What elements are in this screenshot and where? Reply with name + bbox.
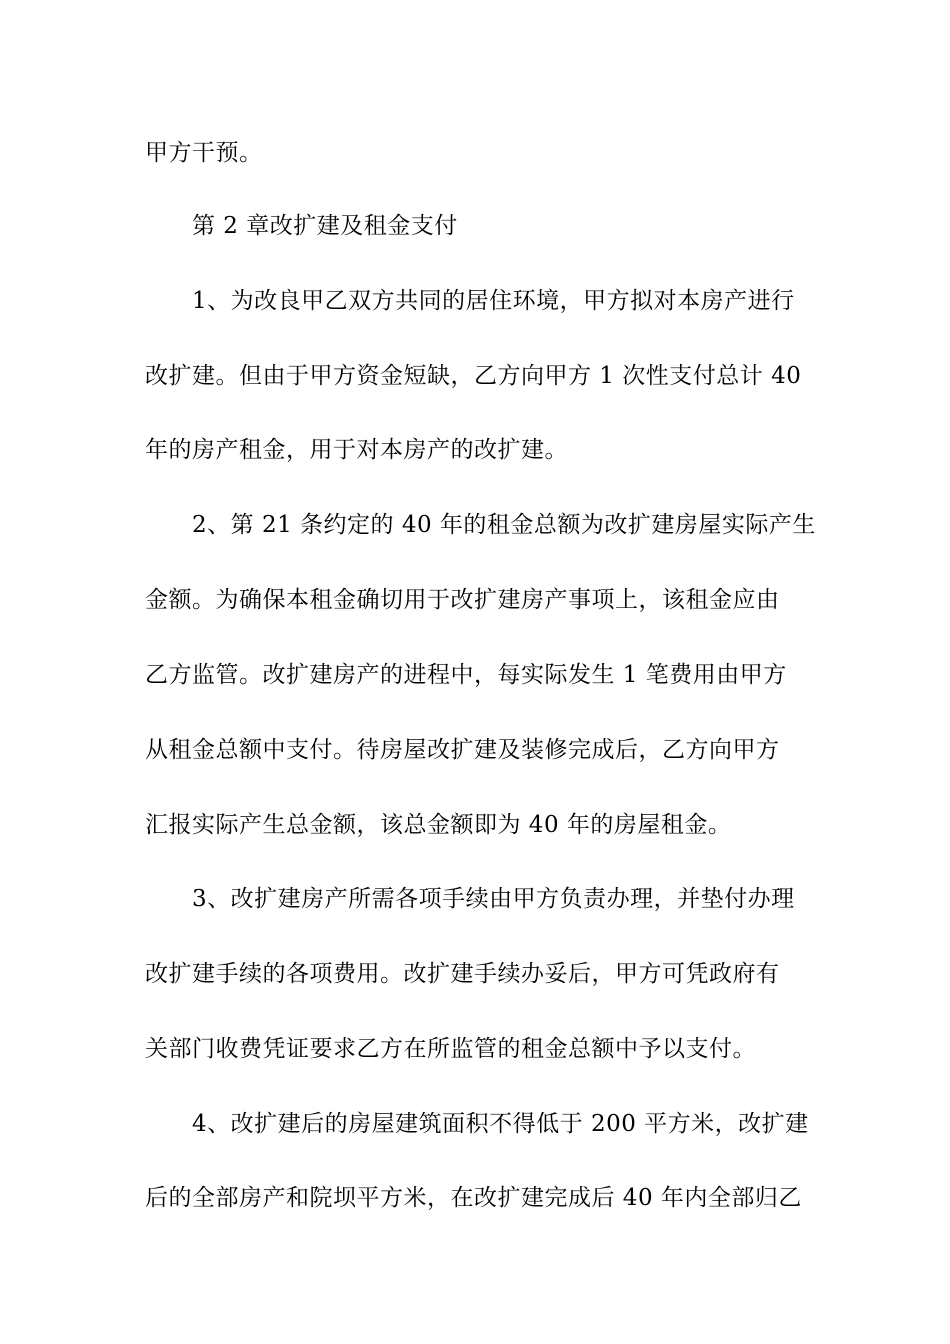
text-line: 乙方监管。改扩建房产的进程中，每实际发生 1 笔费用由甲方 bbox=[145, 662, 787, 688]
text-line: 3、改扩建房产所需各项手续由甲方负责办理，并垫付办理 bbox=[192, 886, 795, 912]
chapter-heading: 第 2 章改扩建及租金支付 bbox=[192, 213, 458, 239]
text-line: 汇报实际产生总金额，该总金额即为 40 年的房屋租金。 bbox=[145, 812, 732, 838]
text-line: 2、第 21 条约定的 40 年的租金总额为改扩建房屋实际产生 bbox=[192, 512, 816, 538]
text-line: 关部门收费凭证要求乙方在所监管的租金总额中予以支付。 bbox=[145, 1036, 756, 1062]
text-line: 4、改扩建后的房屋建筑面积不得低于 200 平方米，改扩建 bbox=[192, 1111, 809, 1137]
text-line: 改扩建。但由于甲方资金短缺，乙方向甲方 1 次性支付总计 40 bbox=[145, 363, 802, 389]
text-line: 后的全部房产和院坝平方米，在改扩建完成后 40 年内全部归乙 bbox=[145, 1185, 802, 1211]
text-line: 从租金总额中支付。待房屋改扩建及装修完成后，乙方向甲方 bbox=[145, 737, 780, 763]
text-line: 1、为改良甲乙双方共同的居住环境，甲方拟对本房产进行 bbox=[192, 288, 795, 314]
text-line: 甲方干预。 bbox=[145, 140, 263, 166]
text-line: 改扩建手续的各项费用。改扩建手续办妥后，甲方可凭政府有 bbox=[145, 961, 780, 987]
text-line: 金额。为确保本租金确切用于改扩建房产事项上，该租金应由 bbox=[145, 587, 780, 613]
text-line: 年的房产租金，用于对本房产的改扩建。 bbox=[145, 437, 568, 463]
